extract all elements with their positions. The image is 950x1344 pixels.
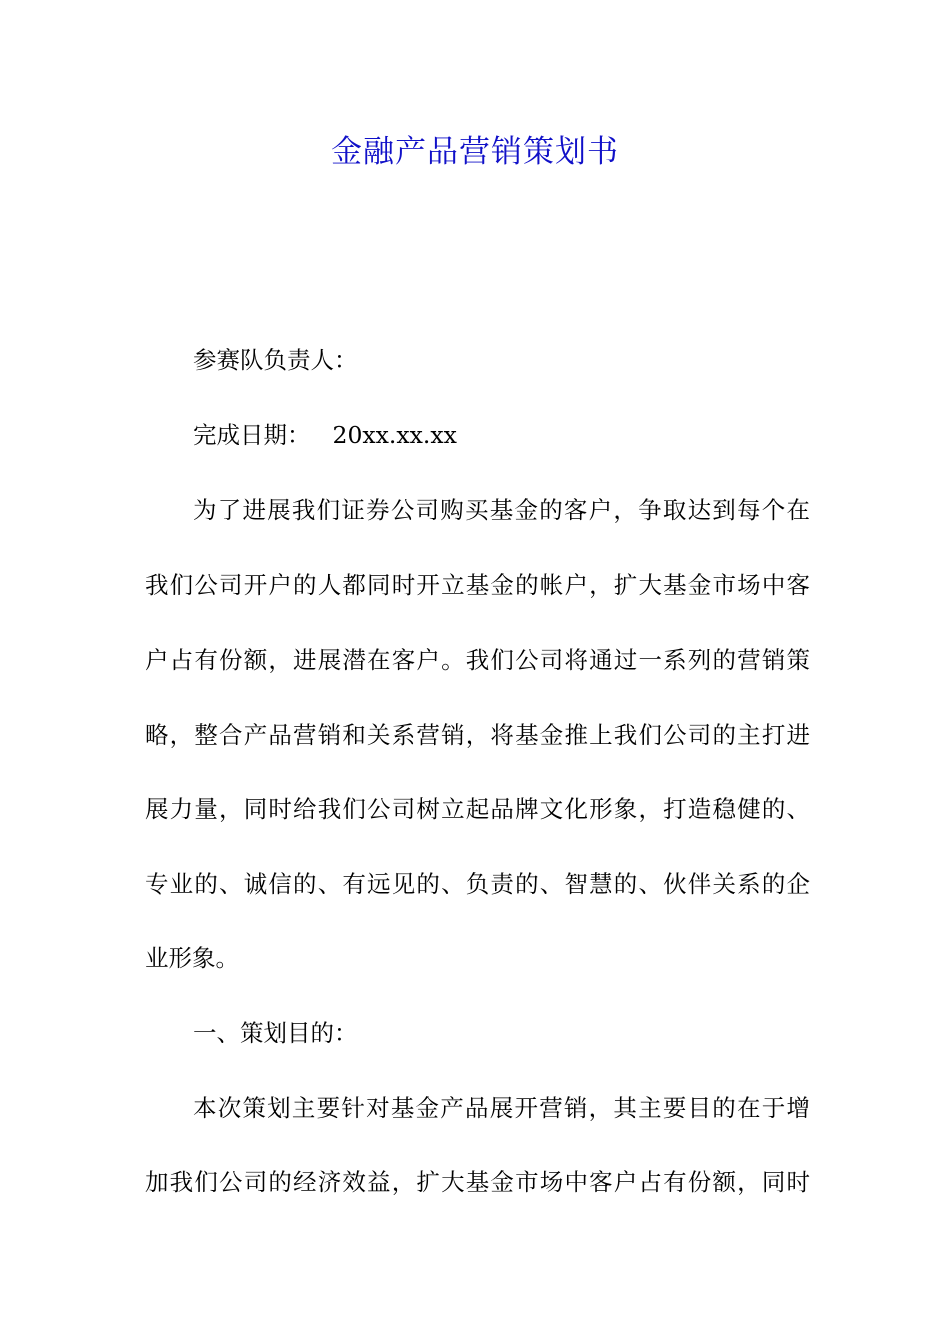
section-heading: 一、策划目的： bbox=[193, 1019, 358, 1047]
completion-date-line bbox=[193, 415, 810, 455]
paragraph1-line: 略，整合产品营销和关系营销，将基金推上我们公司的主打进 bbox=[145, 721, 810, 749]
paragraph1-line: 专业的、诚信的、有远见的、负责的、智慧的、伙伴关系的企 bbox=[145, 870, 810, 898]
team-leader-label: 参赛队负责人： bbox=[193, 346, 358, 374]
paragraph2-line: 本次策划主要针对基金产品展开营销，其主要目的在于增 bbox=[193, 1094, 810, 1122]
paragraph2-line: 加我们公司的经济效益，扩大基金市场中客户占有份额，同时 bbox=[145, 1168, 810, 1196]
completion-date-label: 完成日期： bbox=[193, 421, 311, 449]
paragraph1-line: 展力量，同时给我们公司树立起品牌文化形象，打造稳健的、 bbox=[145, 795, 810, 823]
paragraph1-line: 户占有份额，进展潜在客户。我们公司将通过一系列的营销策 bbox=[145, 646, 810, 674]
paragraph1-line: 为了进展我们证券公司购买基金的客户，争取达到每个在 bbox=[193, 496, 810, 524]
completion-date-value: 20xx.xx.xx bbox=[332, 421, 457, 449]
paragraph1-line: 我们公司开户的人都同时开立基金的帐户，扩大基金市场中客 bbox=[145, 571, 810, 599]
paragraph1-line: 业形象。 bbox=[145, 944, 239, 972]
document-title: 金融产品营销策划书 bbox=[331, 134, 619, 170]
